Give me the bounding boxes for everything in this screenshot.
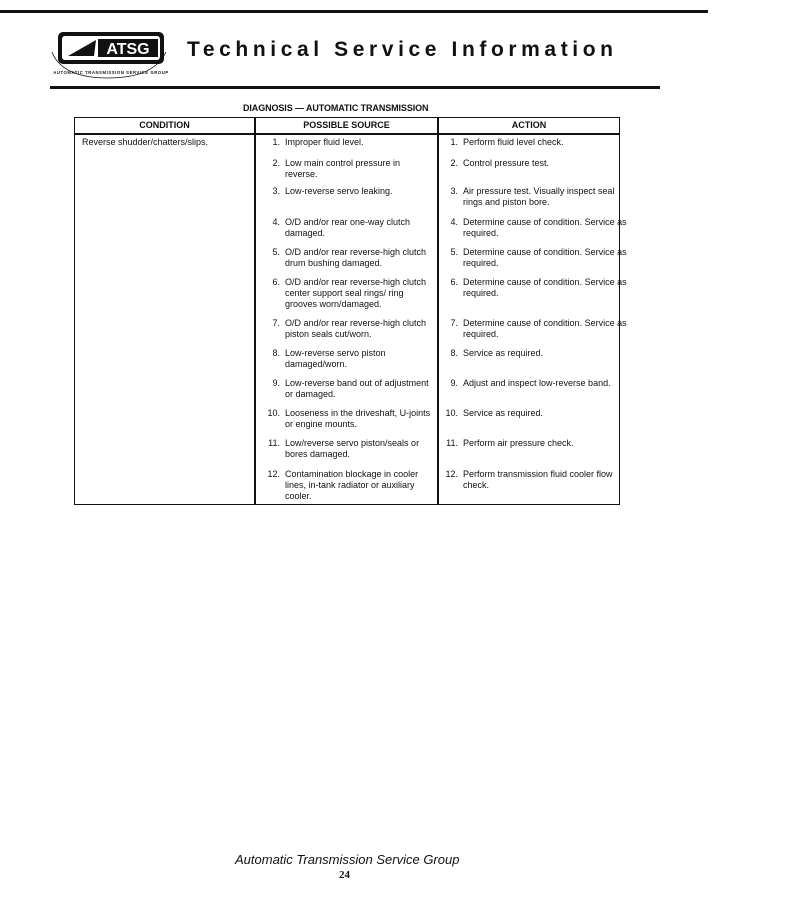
logo-arc-text: AUTOMATIC TRANSMISSION SERVICE GROUP: [53, 70, 169, 75]
source-number: 3.: [272, 186, 280, 196]
source-number: 4.: [272, 217, 280, 227]
action-text: Determine cause of condition. Service as required.: [463, 217, 627, 238]
action-number: 2.: [450, 158, 458, 168]
action-text: Air pressure test. Visually inspect seal rings and piston bore.: [463, 186, 615, 207]
source-text: O/D and/or rear reverse-high clutch piston seals cut/worn.: [285, 318, 427, 339]
action-text: Service as required.: [463, 408, 544, 418]
source-number: 8.: [272, 348, 280, 358]
header-rule: [50, 86, 660, 89]
source-text: Low main control pressure in reverse.: [285, 158, 401, 179]
action-number: 11.: [446, 438, 458, 448]
action-number: 12.: [445, 469, 458, 479]
top-rule: [0, 10, 708, 13]
action-number: 10.: [445, 408, 458, 418]
action-number: 9.: [450, 378, 458, 388]
action-text: Determine cause of condition. Service as required.: [463, 247, 627, 268]
source-text: O/D and/or rear reverse-high clutch drum bushing damaged.: [285, 247, 427, 268]
action-text: Perform fluid level check.: [463, 137, 564, 147]
source-number: 2.: [272, 158, 280, 168]
section-title: DIAGNOSIS — AUTOMATIC TRANSMISSION: [243, 103, 429, 113]
atsg-logo: [48, 28, 176, 86]
diagnosis-table: [74, 117, 627, 505]
action-text: Determine cause of condition. Service as required.: [463, 277, 627, 298]
source-number: 9.: [272, 378, 280, 388]
source-number: 11.: [268, 438, 280, 448]
source-number: 5.: [272, 247, 280, 257]
header-possible-source: POSSIBLE SOURCE: [303, 120, 390, 130]
source-text: Low/reverse servo piston/seals or bores damaged.: [285, 438, 420, 459]
action-number: 5.: [450, 247, 458, 257]
header-action: ACTION: [511, 120, 547, 130]
source-number: 1.: [272, 137, 280, 147]
action-number: 8.: [450, 348, 458, 358]
action-number: 7.: [450, 318, 458, 328]
source-number: 6.: [272, 277, 280, 287]
action-number: 1.: [450, 137, 458, 147]
source-number: 10.: [267, 408, 280, 418]
source-text: Improper fluid level.: [285, 137, 364, 147]
source-text: O/D and/or rear one-way clutch damaged.: [285, 217, 411, 238]
page-title: Technical Service Information: [187, 38, 618, 61]
action-text: Perform transmission fluid cooler flow check.: [463, 469, 613, 490]
condition-cell: Reverse shudder/chatters/slips.: [82, 137, 209, 147]
header-divider: [75, 133, 619, 135]
logo-text: ATSG: [106, 41, 150, 58]
action-text: Determine cause of condition. Service as required.: [463, 318, 627, 339]
page-number: 24: [339, 869, 350, 881]
source-number: 12.: [267, 469, 280, 479]
source-text: Low-reverse servo piston damaged/worn.: [285, 348, 386, 369]
source-text: Low-reverse band out of adjustment or damaged.: [285, 378, 429, 399]
action-text: Control pressure test.: [463, 158, 550, 168]
source-text: Looseness in the driveshaft, U-joints or engine mounts.: [285, 408, 431, 429]
action-text: Perform air pressure check.: [463, 438, 574, 448]
action-number: 4.: [450, 217, 458, 227]
action-text: Service as required.: [463, 348, 544, 358]
action-text: Adjust and inspect low-reverse band.: [463, 378, 611, 388]
source-number: 7.: [272, 318, 280, 328]
header-condition: CONDITION: [139, 120, 190, 130]
source-text: Contamination blockage in cooler lines, in-tank radiator or auxiliary cooler.: [285, 469, 419, 501]
action-number: 6.: [450, 277, 458, 287]
source-text: Low-reverse servo leaking.: [285, 186, 393, 196]
source-text: O/D and/or rear reverse-high clutch center support seal rings/ ring grooves worn/damaged.: [285, 277, 427, 309]
footer-org: Automatic Transmission Service Group: [235, 852, 460, 867]
column-divider: [254, 118, 256, 504]
action-number: 3.: [450, 186, 458, 196]
